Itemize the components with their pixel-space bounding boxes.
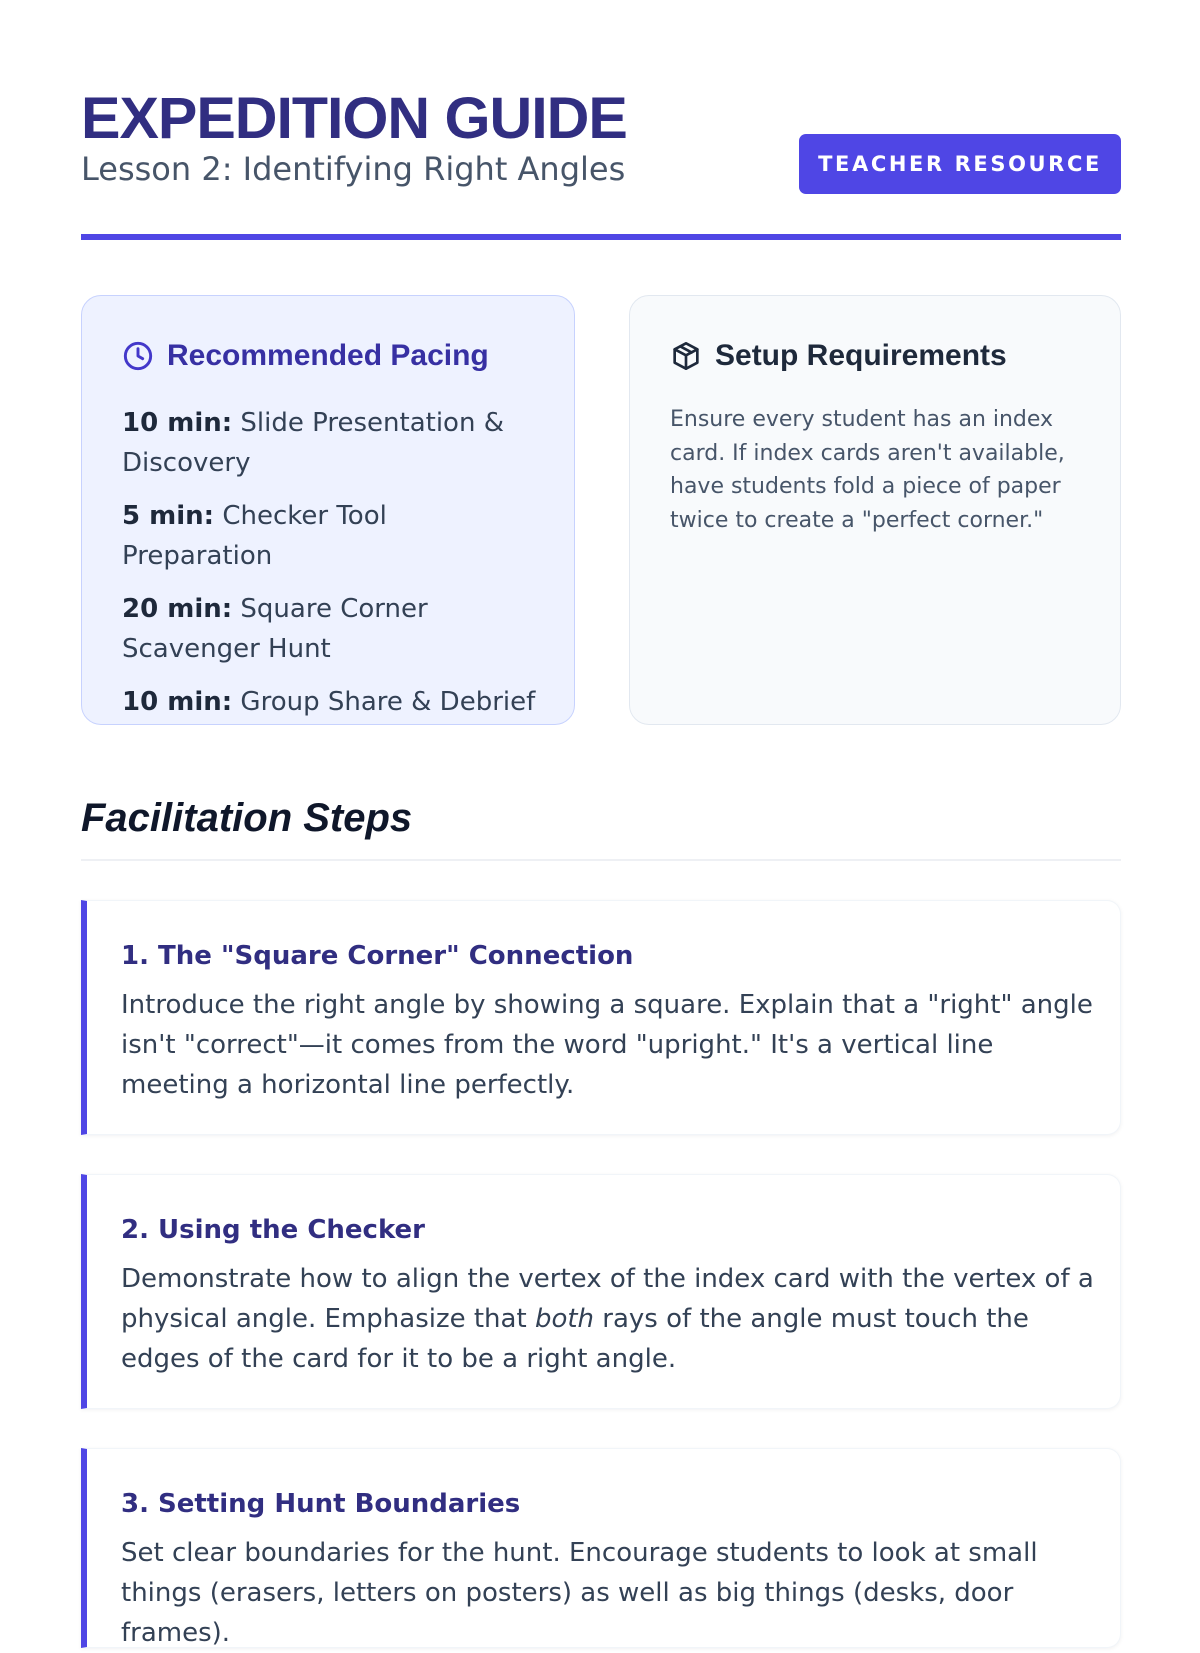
pacing-activity: Checker Tool Preparation <box>122 501 387 571</box>
pacing-title: Recommended Pacing <box>167 339 489 372</box>
step-title: 3. Setting Hunt Boundaries <box>121 1489 521 1519</box>
pacing-item <box>122 403 542 483</box>
teacher-resource-badge: TEACHER RESOURCE <box>799 134 1121 194</box>
pacing-item <box>122 496 542 576</box>
lesson-subtitle: Lesson 2: Identifying Right Angles <box>81 150 626 188</box>
facilitation-step <box>81 1448 1121 1648</box>
step-body <box>121 1259 1101 1379</box>
facilitation-step <box>81 900 1121 1135</box>
clock-icon <box>122 340 154 372</box>
step-title: 2. Using the Checker <box>121 1215 426 1245</box>
page-header <box>81 80 1121 240</box>
pacing-card <box>81 295 575 725</box>
pacing-activity: Group Share & Debrief <box>240 687 536 717</box>
facilitation-heading: Facilitation Steps <box>81 796 413 840</box>
pacing-time: 10 min: <box>122 687 233 717</box>
pacing-item <box>122 589 542 669</box>
pacing-card-header <box>122 336 489 376</box>
facilitation-step <box>81 1174 1121 1409</box>
setup-title: Setup Requirements <box>715 339 1007 372</box>
page-title: EXPEDITION GUIDE <box>81 86 627 151</box>
step-body-emphasis: both <box>534 1304 595 1334</box>
pacing-activity: Square Corner Scavenger Hunt <box>122 594 428 664</box>
pacing-item <box>122 682 542 722</box>
pacing-list <box>122 403 542 735</box>
step-title: 1. The "Square Corner" Connection <box>121 941 634 971</box>
setup-card <box>629 295 1121 725</box>
step-body-text: Demonstrate how to align the vertex of the index card with the vertex of a physical angle. Emphasize that <box>121 1264 1094 1334</box>
step-body-text: rays of the angle must touch the edges of the card for it to be a right angle. <box>121 1304 1029 1374</box>
setup-card-header <box>670 336 1007 376</box>
header-divider <box>81 234 1121 240</box>
pacing-time: 20 min: <box>122 594 233 624</box>
step-body: Set clear boundaries for the hunt. Encourage students to look at small things (erasers, letters on posters) as well as big things (desks, door frames). <box>121 1538 1038 1648</box>
box-icon <box>670 340 702 372</box>
setup-text: Ensure every student has an index card. If index cards aren't available, have students fold a piece of paper twice to create a "perfect corner." <box>670 407 1065 533</box>
pacing-time: 5 min: <box>122 501 215 531</box>
pacing-time: 10 min: <box>122 408 233 438</box>
section-divider <box>81 859 1121 861</box>
pacing-activity: Slide Presentation & Discovery <box>122 408 504 478</box>
step-body: Introduce the right angle by showing a square. Explain that a "right" angle isn't "correct"—it comes from the word "upright." It's a vertical line meeting a horizontal line perfectly. <box>121 990 1093 1100</box>
